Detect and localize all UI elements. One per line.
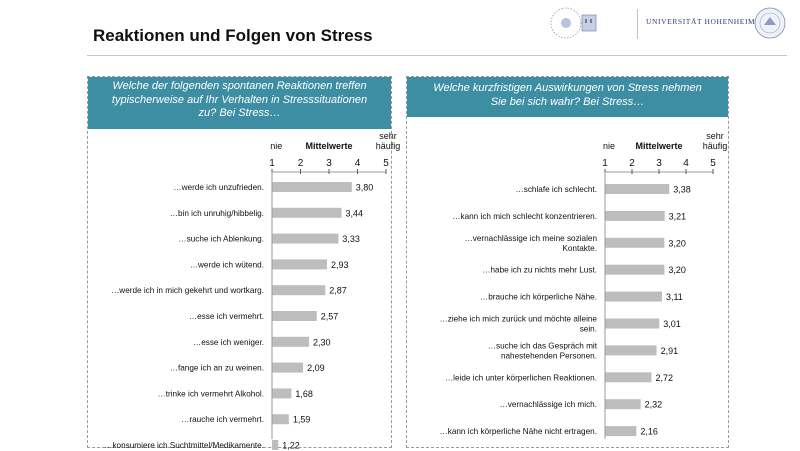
category-label: …fange ich an zu weinen. (169, 363, 264, 373)
value-label: 2,72 (655, 372, 673, 383)
category-label: …suche ich Ablenkung. (178, 234, 264, 244)
category-label: …suche ich das Gespräch mit (487, 341, 597, 351)
value-label: 3,33 (342, 234, 360, 245)
value-label: 2,57 (320, 311, 339, 322)
value-label: 1,22 (282, 440, 300, 451)
bar (272, 182, 352, 192)
university-name: UNIVERSITÄT HOHENHEIM (646, 17, 756, 26)
bar (605, 265, 664, 275)
value-label: 3,11 (665, 292, 683, 303)
question-line: zu? Bei Stress… (198, 107, 281, 119)
question-line: typischerweise auf Ihr Verhalten in Stresssituationen (111, 93, 368, 106)
legend-label-center: Mittelwerte (305, 141, 353, 151)
tick-label: 4 (354, 158, 361, 169)
tick-label: 2 (297, 158, 304, 169)
bar (605, 319, 659, 329)
logo-divider (637, 9, 638, 39)
value-label: 3,38 (673, 184, 691, 195)
value-label: 3,20 (668, 265, 686, 276)
bar-chart-effects (407, 77, 728, 447)
value-label: 2,91 (660, 345, 679, 356)
category-label: …kann ich mich schlecht konzentrieren. (452, 211, 597, 221)
bar (272, 208, 342, 218)
value-label: 2,09 (307, 363, 325, 374)
university-logo (540, 3, 790, 43)
bar (272, 234, 338, 244)
category-label: …ziehe ich mich zurück und möchte alleine (439, 314, 597, 324)
tick-label: 4 (683, 158, 689, 169)
panel-reactions (87, 76, 401, 451)
category-label: …esse ich weniger. (193, 337, 264, 347)
category-label: …rauche ich vermehrt. (181, 415, 264, 425)
tick-label: 1 (602, 158, 608, 169)
value-label: 3,20 (668, 238, 686, 249)
university-crest-icon (753, 5, 787, 41)
category-label: …schlafe ich schlecht. (515, 185, 597, 194)
bar (605, 184, 669, 194)
panel-effects (406, 76, 729, 448)
bar (605, 399, 641, 409)
category-label: …vernachlässige ich meine sozialen (464, 233, 597, 243)
category-label: …vernachlässige ich mich. (499, 400, 597, 410)
category-label: …kann ich körperliche Nähe nicht ertragen. (439, 427, 597, 437)
bar (272, 259, 327, 269)
tick-label: 2 (629, 158, 635, 169)
bar (605, 292, 662, 302)
tick-label: 1 (269, 158, 275, 169)
bar (605, 372, 651, 382)
category-label: …bin ich unruhig/hibbelig. (169, 208, 264, 218)
value-label: 2,32 (644, 399, 663, 410)
legend-label-min: nie (270, 141, 283, 151)
slide-title: Reaktionen und Folgen von Stress (93, 26, 373, 45)
category-label: …konsumiere ich Suchtmittel/Medikamente. (104, 441, 264, 450)
value-label: 1,59 (292, 414, 311, 425)
title-rule (87, 55, 787, 56)
legend-label-max: sehr (706, 131, 724, 141)
legend-label-max: häufig (375, 141, 401, 151)
bar (605, 426, 636, 436)
category-label: …leide ich unter körperlichen Reaktionen. (444, 373, 597, 383)
legend-label-max: sehr (379, 131, 397, 141)
bar (605, 238, 664, 248)
question-line: Sie bei sich wahr? Bei Stress… (490, 95, 645, 108)
legend-label-center: Mittelwerte (635, 141, 683, 151)
bar (272, 337, 309, 347)
value-label: 3,01 (663, 319, 681, 329)
bar (605, 345, 657, 355)
category-label: …esse ich vermehrt. (188, 312, 264, 321)
legend-label-min: nie (603, 141, 616, 151)
question-line: Welche kurzfristigen Auswirkungen von Stress nehmen (433, 82, 702, 94)
value-label: 2,30 (313, 337, 331, 348)
value-label: 3,21 (668, 211, 687, 222)
question-line: Welche der folgenden spontanen Reaktionen treffen (112, 80, 367, 92)
bar (272, 414, 289, 424)
value-label: 2,16 (640, 426, 658, 437)
category-label: nahestehenden Personen. (500, 351, 597, 361)
value-label: 2,93 (331, 259, 349, 270)
bar (272, 363, 303, 373)
tick-label: 5 (710, 158, 716, 169)
category-label: …werde ich unzufrieden. (173, 183, 264, 192)
category-label: …trinke ich vermehrt Alkohol. (157, 389, 264, 399)
value-label: 3,44 (345, 208, 364, 219)
category-label: Kontakte. (562, 243, 597, 253)
category-label: …habe ich zu nichts mehr Lust. (482, 265, 597, 275)
category-label: sein. (579, 324, 597, 334)
category-label: …brauche ich körperliche Nähe. (480, 292, 597, 302)
bar-chart-reactions (88, 77, 401, 451)
value-label: 1,68 (295, 388, 313, 399)
tick-label: 3 (656, 158, 662, 169)
category-label: …werde ich in mich gekehrt und wortkarg. (111, 286, 264, 296)
tick-label: 5 (383, 158, 389, 169)
bar (272, 388, 291, 398)
legend-label-max: häufig (702, 141, 728, 151)
category-label: …werde ich wütend. (189, 260, 264, 270)
value-label: 2,87 (329, 285, 347, 296)
value-label: 3,80 (355, 182, 374, 193)
bar (272, 440, 278, 450)
tick-label: 3 (326, 158, 332, 169)
university-seal-icon (546, 5, 598, 41)
bar (605, 211, 665, 221)
bar (272, 311, 317, 321)
bar (272, 285, 325, 295)
